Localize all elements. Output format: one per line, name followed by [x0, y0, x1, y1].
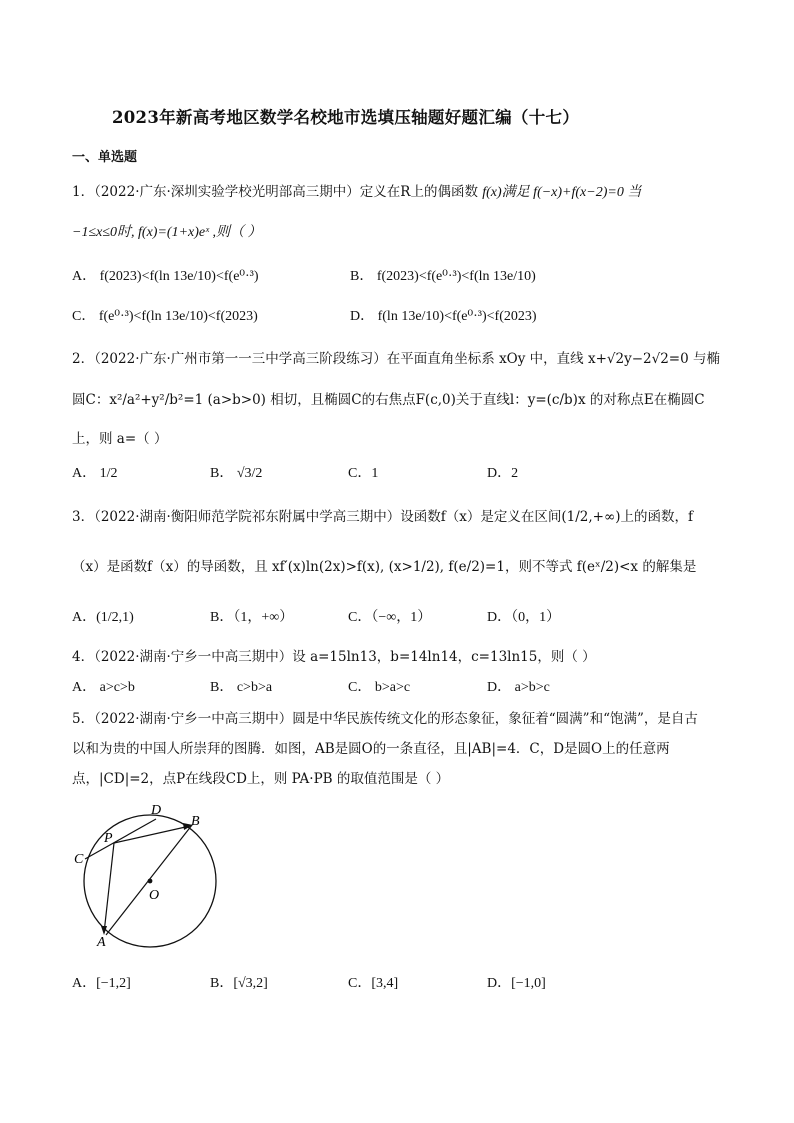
label-a: A — [97, 935, 106, 950]
q1-option-d[interactable]: D． f(ln 13e/10)<f(e⁰·³)<f(2023) — [350, 309, 537, 324]
q2-option-d[interactable]: D．2 — [487, 466, 519, 481]
q3-option-a[interactable]: A．(1/2,1) — [72, 610, 134, 625]
q3-line1: 3．（2022·湖南·衡阳师范学院祁东附属中学高三期中）设函数f（x）是定义在区间(1/2,+∞)上的函数，f — [72, 509, 693, 525]
q3-line2: （x）是函数f（x）的导函数，且 xf′(x)ln(2x)>f(x), (x>1/2), f(e/2)=1，则不等式 f(eˣ/2)<x 的解集是 — [72, 559, 697, 575]
label-o: O — [149, 888, 160, 903]
label-b: B — [191, 814, 200, 829]
q5-line3: 点，|CD|=2，点P在线段CD上，则 PA·PB 的取值范围是（ ） — [72, 771, 450, 787]
point-o — [148, 879, 153, 884]
label-d: D — [151, 803, 162, 818]
label-p: P — [104, 831, 113, 846]
q4-option-c[interactable]: C． b>a>c — [348, 680, 411, 695]
segment-pa — [104, 843, 114, 933]
q1-line2: −1≤x≤0时, f(x)=(1+x)eˣ ,则（ ） — [72, 225, 262, 240]
q4-line1: 4．（2022·湖南·宁乡一中高三期中）设 a=15ln13，b=14ln14，c=13ln15，则（ ） — [72, 649, 596, 665]
q2-option-a[interactable]: A． 1/2 — [72, 466, 118, 481]
q4-option-d[interactable]: D． a>b>c — [487, 680, 550, 695]
q3-option-b[interactable]: B．（1，+∞） — [210, 610, 294, 625]
q4-option-a[interactable]: A． a>c>b — [72, 680, 135, 695]
q5-option-d[interactable]: D．[−1,0] — [487, 976, 546, 991]
q1-line1-expr: f(x)满足 f(−x)+f(x−2)=0 当 — [482, 185, 642, 200]
q3-option-d[interactable]: D．（0，1） — [487, 610, 561, 625]
q2-option-c[interactable]: C．1 — [348, 466, 379, 481]
q1-option-c[interactable]: C． f(e⁰·³)<f(ln 13e/10)<f(2023) — [72, 309, 258, 324]
q3-option-c[interactable]: C．（−∞，1） — [348, 610, 432, 625]
q1-line1 — [72, 180, 641, 201]
q1-option-a[interactable]: A． f(2023)<f(ln 13e/10)<f(e⁰·³) — [72, 269, 259, 284]
q5-option-c[interactable]: C．[3,4] — [348, 976, 399, 991]
q4-option-b[interactable]: B． c>b>a — [210, 680, 273, 695]
section-heading: 一、单选题 — [72, 150, 138, 165]
q2-line3: 上，则 a=（ ） — [72, 431, 168, 447]
q2-line1: 2．（2022·广东·广州市第一一三中学高三阶段练习）在平面直角坐标系 xOy 中，直线 x+√2y−2√2=0 与椭 — [72, 351, 720, 367]
q1-option-b[interactable]: B． f(2023)<f(e⁰·³)<f(ln 13e/10) — [350, 269, 536, 284]
q5-line2: 以和为贵的中国人所崇拜的图腾．如图，AB是圆O的一条直径，且|AB|=4．C，D是圆O上的任意两 — [72, 741, 670, 757]
q5-line1: 5．（2022·湖南·宁乡一中高三期中）圆是中华民族传统文化的形态象征，象征着“圆满”和“饱满”，是自古 — [72, 711, 698, 727]
chord-cd — [85, 819, 156, 859]
q5-option-b[interactable]: B．[√3,2] — [210, 976, 268, 991]
q1-line1-prefix: 1．（2022·广东·深圳实验学校光明部高三期中）定义在R上的偶函数 — [72, 184, 478, 200]
q2-line2: 圆C：x²/a²+y²/b²=1 (a>b>0) 相切，且椭圆C的右焦点F(c,0)关于直线l：y=(c/b)x 的对称点E在椭圆C — [72, 392, 705, 408]
q5-circle-figure — [70, 795, 230, 955]
label-c: C — [74, 852, 84, 867]
segment-pb — [114, 826, 190, 843]
page-title: 2023年新高考地区数学名校地市选填压轴题好题汇编（十七） — [112, 108, 580, 127]
q2-option-b[interactable]: B． √3/2 — [210, 466, 263, 481]
q5-option-a[interactable]: A．[−1,2] — [72, 976, 131, 991]
